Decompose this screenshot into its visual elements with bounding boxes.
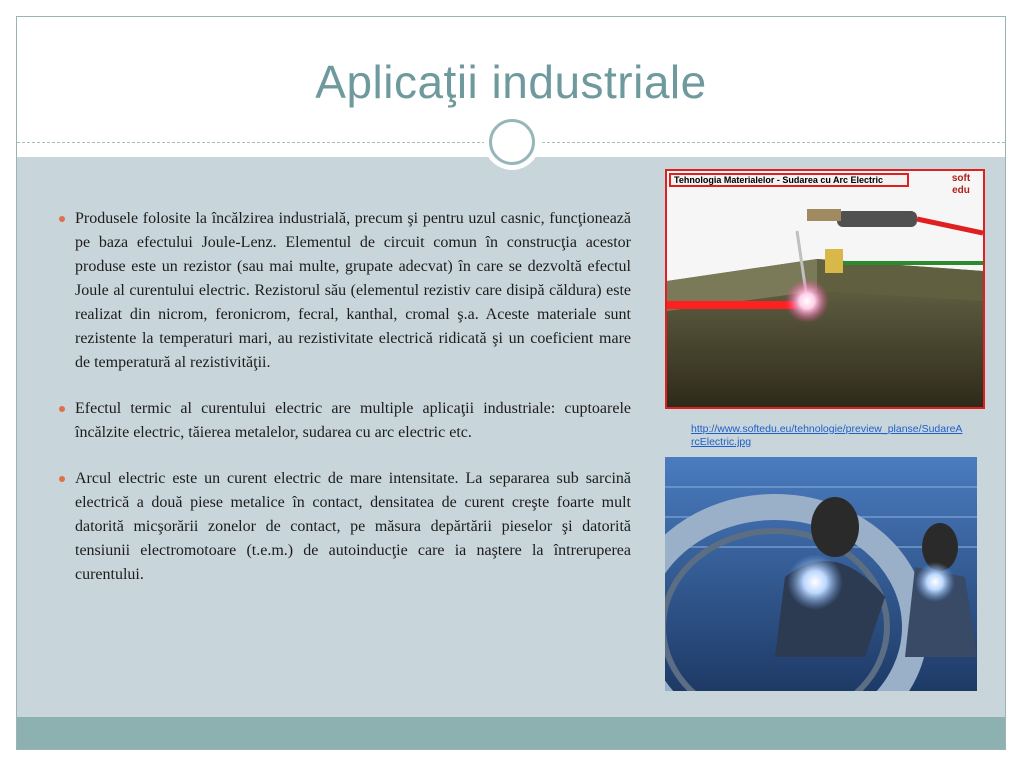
bullet-item [59, 207, 631, 375]
welder-photo [665, 457, 977, 691]
bullet-text: Arcul electric este un curent electric de mare intensitate. La separarea sub sarcină electrică a două piese metalice în contact, densitatea de curent creşte foarte mult datorită micşorării zonelor de contact, pe măsura depărtării pieselor şi datorită tensiunii electromotoare (t.e.m.) de autoinducţie care ia naştere la întreruperea curentului. [75, 470, 631, 583]
footer-band [17, 717, 1005, 750]
softedu-logo: soft edu [951, 173, 971, 196]
divider-ring-icon [489, 119, 535, 165]
welder-photo-illustration [665, 457, 977, 691]
page-title: Aplicaţii industriale [315, 56, 707, 108]
arc-welding-illustration [667, 171, 983, 407]
image-source-link[interactable]: http://www.softedu.eu/tehnologie/preview_planse/SudareArcElectric.jpg [691, 423, 963, 448]
image-caption: Tehnologia Materialelor - Sudarea cu Arc Electric [669, 173, 909, 187]
arc-welding-diagram-image [665, 169, 985, 409]
bullet-item [59, 397, 631, 445]
bullet-dot-icon [59, 216, 65, 222]
bullet-text: Efectul termic al curentului electric are multiple aplicaţii industriale: cuptoarele încălzite electric, tăierea metalelor, sudarea cu arc electric etc. [75, 400, 631, 441]
bullet-dot-icon [59, 476, 65, 482]
bullet-text: Produsele folosite la încălzirea industrială, precum şi pentru uzul casnic, funcţionează pe baza efectului Joule-Lenz. Elementul de circuit comun în construcţia acestor produse este un rezistor (sau mai multe, grupate adecvat) în care se dezvoltă efectul Joule al curentului electric. Rezistorul său (elementul rezistiv care disipă căldura) este realizat din nicrom, feronicrom, fecral, kanthal, cromal ş.a. Aceste materiale sunt rezistente la temperaturi mari, au rezistivitate electrică ridicată şi un coeficient mare de temperatură al rezistivităţii. [75, 210, 631, 371]
bullet-item [59, 467, 631, 587]
bullet-dot-icon [59, 406, 65, 412]
slide-frame [16, 16, 1006, 750]
bullet-list [59, 207, 631, 609]
